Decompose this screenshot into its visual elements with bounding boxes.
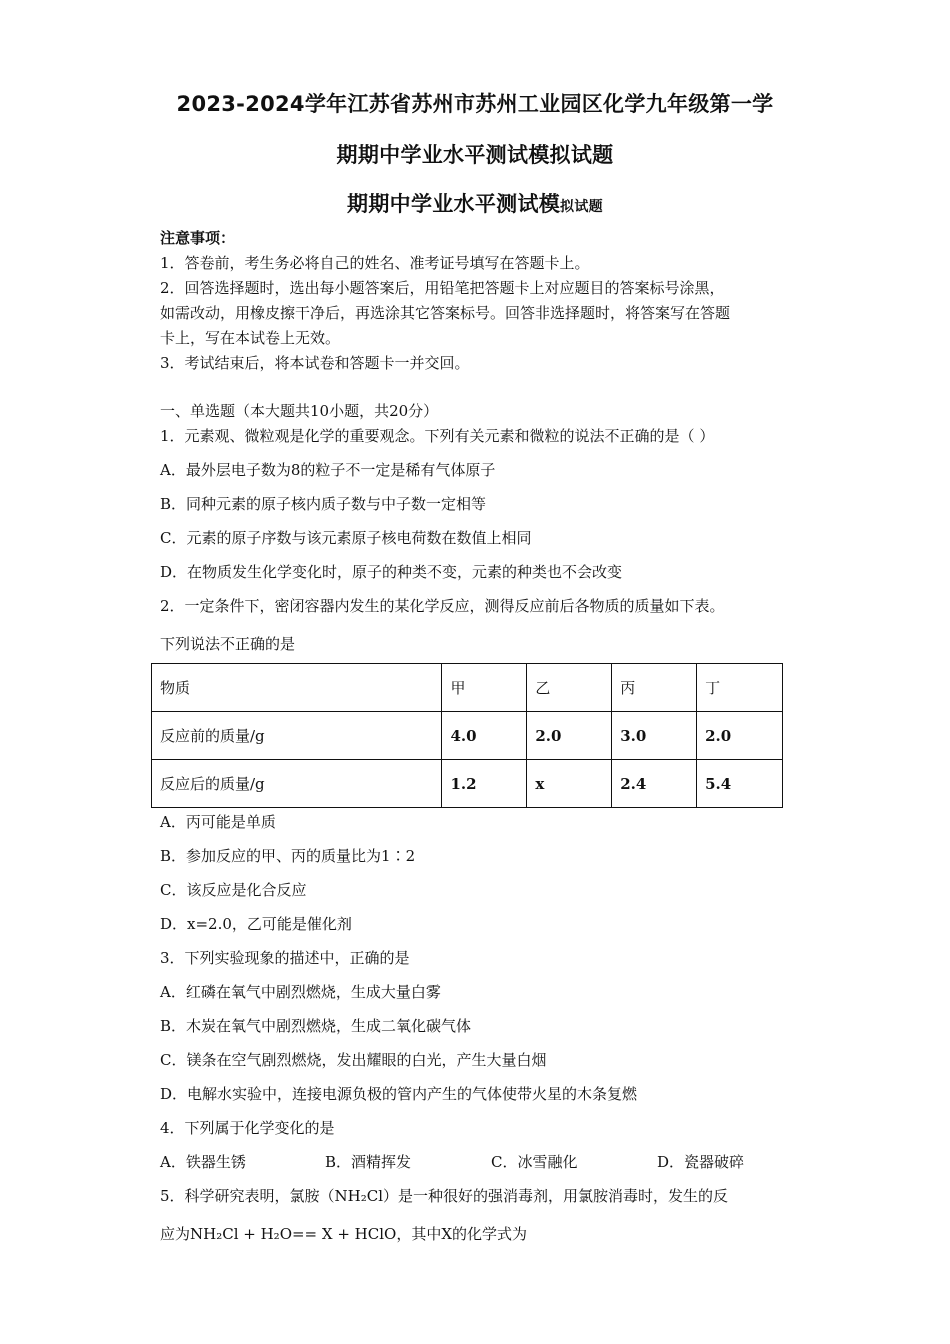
question-2-option-a: A．丙可能是单质 [160, 813, 276, 831]
table-cell-label: 反应后的质量/g [152, 760, 442, 808]
table-header-cell: 乙 [527, 664, 612, 712]
section-heading: 一、单选题（本大题共10小题，共20分） [160, 402, 439, 420]
question-1-option-b: B．同种元素的原子核内质子数与中子数一定相等 [160, 495, 487, 513]
table-cell: x [527, 760, 612, 808]
question-3-option-c: C．镁条在空气剧烈燃烧，发出耀眼的白光，产生大量白烟 [160, 1051, 547, 1069]
question-2-stem: 2．一定条件下，密闭容器内发生的某化学反应，测得反应前后各物质的质量如下表。 [160, 597, 725, 615]
question-2-stem-cont: 下列说法不正确的是 [160, 635, 296, 653]
question-4-option-a: A．铁器生锈 [160, 1153, 246, 1171]
title-line-3-tail: 拟试题 [560, 199, 603, 215]
question-3-option-b: B．木炭在氧气中剧烈燃烧，生成二氧化碳气体 [160, 1017, 472, 1035]
table-header-cell: 丙 [612, 664, 697, 712]
title-line-3 [0, 188, 950, 218]
title-line-3-main: 期期中学业水平测试模 [347, 192, 561, 216]
table-cell-label: 反应前的质量/g [152, 712, 442, 760]
table-header-cell: 甲 [442, 664, 527, 712]
question-1-stem: 1．元素观、微粒观是化学的重要观念。下列有关元素和微粒的说法不正确的是（ ） [160, 427, 715, 445]
table-cell: 1.2 [442, 760, 527, 808]
table-row [152, 760, 783, 808]
notice-heading: 注意事项： [160, 229, 236, 247]
question-2-option-d: D．x=2.0，乙可能是催化剂 [160, 915, 352, 933]
question-4-option-c: C．冰雪融化 [491, 1153, 578, 1171]
question-1-option-a: A．最外层电子数为8的粒子不一定是稀有气体原子 [160, 461, 496, 479]
title-line-1: 2023-2024学年江苏省苏州市苏州工业园区化学九年级第一学 [176, 92, 774, 116]
notice-line: 1．答卷前，考生务必将自己的姓名、准考证号填写在答题卡上。 [160, 254, 590, 272]
question-5-stem-cont: 应为NH₂Cl + H₂O== X + HClO，其中X的化学式为 [160, 1225, 528, 1243]
notice-line: 3．考试结束后，将本试卷和答题卡一并交回。 [160, 354, 470, 372]
question-2-option-c: C．该反应是化合反应 [160, 881, 307, 899]
table-cell: 5.4 [697, 760, 783, 808]
question-2-option-b: B．参加反应的甲、丙的质量比为1∶2 [160, 847, 416, 865]
question-4-stem: 4．下列属于化学变化的是 [160, 1119, 335, 1137]
table-row [152, 712, 783, 760]
question-5-stem: 5．科学研究表明，氯胺（NH₂Cl）是一种很好的强消毒剂，用氯胺消毒时，发生的反 [160, 1187, 729, 1205]
question-4-option-b: B．酒精挥发 [325, 1153, 412, 1171]
question-3-option-d: D．电解水实验中，连接电源负极的管内产生的气体使带火星的木条复燃 [160, 1085, 638, 1103]
question-3-option-a: A．红磷在氧气中剧烈燃烧，生成大量白雾 [160, 983, 441, 1001]
title-line-2: 期期中学业水平测试模拟试题 [336, 143, 614, 167]
table-header-cell: 丁 [697, 664, 783, 712]
table-cell: 3.0 [612, 712, 697, 760]
question-1-option-d: D．在物质发生化学变化时，原子的种类不变，元素的种类也不会改变 [160, 563, 623, 581]
notice-line: 2．回答选择题时，选出每小题答案后，用铅笔把答题卡上对应题目的答案标号涂黑， [160, 279, 725, 297]
table-cell: 2.0 [527, 712, 612, 760]
table-cell: 2.0 [697, 712, 783, 760]
mass-table [151, 663, 783, 808]
question-4-option-d: D．瓷器破碎 [657, 1153, 745, 1171]
table-cell: 2.4 [612, 760, 697, 808]
notice-line: 卡上，写在本试卷上无效。 [160, 329, 341, 347]
question-3-stem: 3．下列实验现象的描述中，正确的是 [160, 949, 410, 967]
notice-line: 如需改动，用橡皮擦干净后，再选涂其它答案标号。回答非选择题时，将答案写在答题 [160, 304, 731, 322]
table-header-row [152, 664, 783, 712]
table-cell: 4.0 [442, 712, 527, 760]
table-header-cell: 物质 [152, 664, 442, 712]
question-1-option-c: C．元素的原子序数与该元素原子核电荷数在数值上相同 [160, 529, 532, 547]
